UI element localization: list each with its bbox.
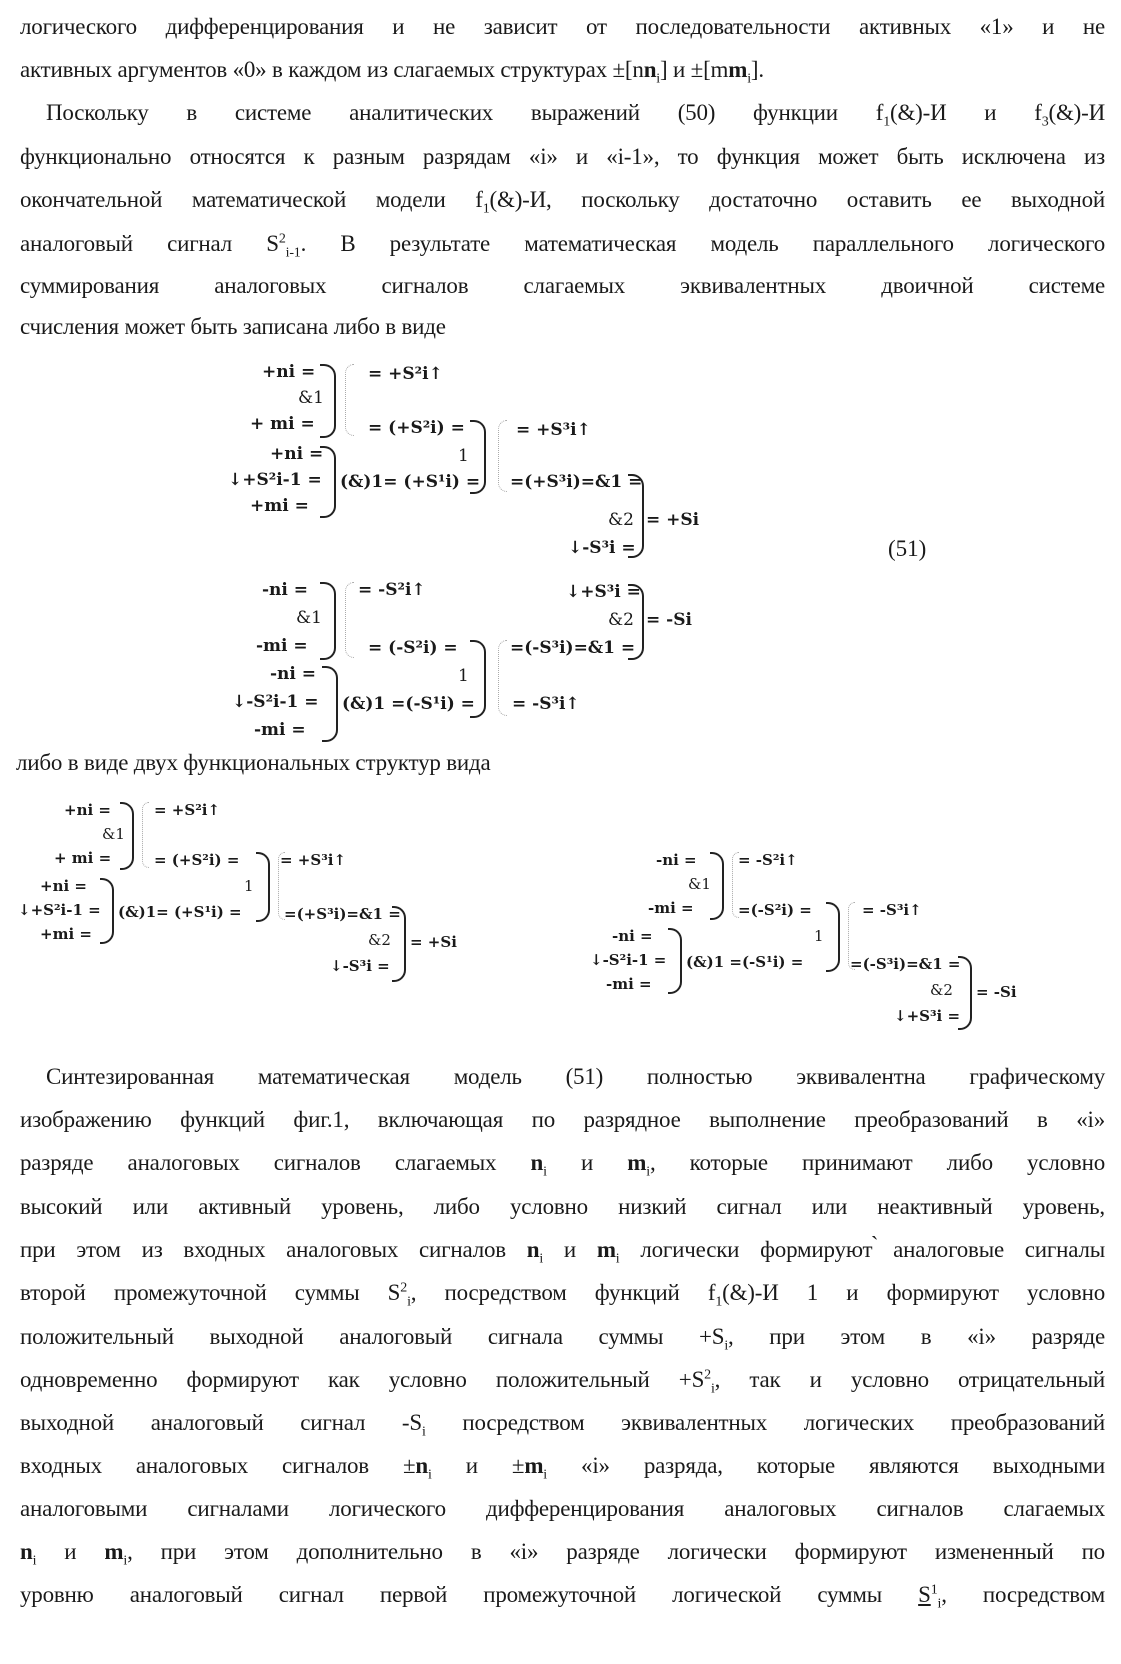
text-line: входных аналоговых сигналов ±ni и ±mi «i» разряда, которые являются выходными [20,1451,1105,1481]
formula-term: &1 [298,388,324,408]
formula-term: = +Si [646,510,699,530]
formula-term: + mi = [54,848,111,868]
text-line: разряде аналоговых сигналов слагаемых ni и mi, которые принимают либо условно [20,1148,1105,1178]
right-brace [100,878,114,944]
right-brace [320,446,336,518]
formula-term: = (-S²i) = [368,638,458,658]
formula-term: &2 [608,610,634,630]
formula-term: =(-S³i)=&1 = [510,638,635,658]
text-line: Поскольку в системе аналитических выражений (50) функции f1(&)-И и f3(&)-И [46,98,1105,128]
formula-term: 1 [244,876,254,896]
formula-term: + mi = [250,414,315,434]
right-brace [470,640,486,718]
formula-term: ↓+S³i = [894,1006,960,1026]
formula-term: -mi = [606,974,652,994]
text-line: положительный выходной аналоговый сигнала суммы +Si, при этом в «i» разряде [20,1322,1105,1352]
formula-term: = -Si [646,610,692,630]
formula-term: +ni = [262,362,315,382]
formula-term: ↓+S²i-1 = [18,900,101,920]
formula-term: = -S²i↑ [358,580,426,600]
text-line: суммирования аналоговых сигналов слагаемых эквивалентных двоичной системе [20,271,1105,301]
formula-term: (&)1= (+S¹i) = [340,472,480,492]
formula-term: =(-S³i)=&1 = [850,954,960,974]
left-brace [142,802,149,868]
right-brace [470,420,486,494]
formula-term: +mi = [40,924,92,944]
text-line: либо в виде двух функциональных структур вида [16,748,1101,778]
text-line: окончательной математической модели f1(&)-И, поскольку достаточно оставить ее выходной [20,185,1105,215]
text-line: высокий или активный уровень, либо условно низкий сигнал или неактивный уровень, [20,1192,1105,1222]
formula-term: -mi = [648,898,694,918]
formula-term: &2 [368,930,391,950]
formula-term: &2 [930,980,953,1000]
right-brace [120,802,134,870]
right-brace [668,928,682,994]
formula-term: &1 [688,874,711,894]
formula-term: +ni = [40,876,87,896]
formula-term: = +S²i↑ [368,364,443,384]
formula-term: -mi = [256,636,308,656]
text-line: Синтезированная математическая модель (51) полностью эквивалентна графическому [46,1062,1105,1092]
formula-term: ↓-S²i-1 = [590,950,666,970]
text-line: второй промежуточной суммы S2i, посредством функций f1(&)-И 1 и формируют условно [20,1278,1105,1308]
formula-term: -ni = [270,664,316,684]
formula-term: = (+S²i) = [368,418,465,438]
formula-term: 1 [458,446,469,466]
right-brace [628,584,644,660]
text-line: активных аргументов «0» в каждом из слагаемых структурах ±[nni] и ±[mmi]. [20,55,1105,85]
formula-term: = -Si [976,982,1017,1002]
formula-term: +ni = [64,800,111,820]
text-line: аналоговыми сигналами логического дифференцирования аналоговых сигналов слагаемых [20,1494,1105,1524]
formula-term: (&)1 =(-S¹i) = [686,952,803,972]
equation-label: (51) [888,536,926,562]
formula-term: (&)1= (+S¹i) = [118,902,242,922]
formula-term: = -S³i↑ [862,900,922,920]
formula-term: +mi = [250,496,309,516]
formula-term: &2 [608,510,634,530]
right-brace [958,956,972,1030]
right-brace [320,582,336,660]
right-brace [710,852,724,920]
text-line: одновременно формируют как условно положительный +S2i, так и условно отрицательный [20,1365,1105,1395]
left-brace [498,420,507,492]
formula-term: = (+S²i) = [154,850,239,870]
document-page [0,0,1121,1664]
formula-term: -ni = [262,580,308,600]
formula-term: ↓-S³i = [330,956,390,976]
formula-term: 1 [814,926,824,946]
text-line: уровню аналоговый сигнал первой промежуточной логической суммы S1i, посредством [20,1580,1105,1610]
text-line: функционально относятся к разным разрядам «i» и «i-1», то функция может быть исключена из [20,142,1105,172]
right-brace [322,666,338,742]
text-line: при этом из входных аналоговых сигналов ni и mi логически формируют ̀аналоговые сигналы [20,1235,1105,1265]
formula-term: -ni = [656,850,697,870]
formula-term: &1 [102,824,125,844]
formula-term: =(-S²i) = [738,900,812,920]
text-line: ni и mi, при этом дополнительно в «i» разряде логически формируют измененный по [20,1537,1105,1567]
formula-term: = +S²i↑ [154,800,220,820]
formula-term: 1 [458,666,469,686]
left-brace [498,640,507,716]
formula-term: ↓+S³i = [566,582,641,602]
formula-term: = -S³i↑ [512,694,580,714]
formula-term: (&)1 =(-S¹i) = [342,694,475,714]
formula-term: = +S³i↑ [516,420,591,440]
right-brace [256,852,270,922]
formula-term: +ni = [270,444,323,464]
formula-term: = +Si [410,932,457,952]
right-brace [826,902,840,972]
formula-term: ↓-S²i-1 = [232,692,319,712]
text-line: аналоговый сигнал S2i-1. В результате математическая модель параллельного логического [20,229,1105,259]
formula-term: ↓-S³i = [568,538,636,558]
symbol-n: n [644,57,657,82]
formula-term: = -S²i↑ [738,850,798,870]
text-line: выходной аналоговый сигнал -Si посредством эквивалентных логических преобразований [20,1408,1105,1438]
text-line: изображению функций фиг.1, включающая по разрядное выполнение преобразований в «i» [20,1105,1105,1135]
formula-term: =(+S³i)=&1 = [510,472,642,492]
left-brace [345,364,354,436]
right-brace [628,474,644,558]
text-line: логического дифференцирования и не зависит от последовательности активных «1» и не [20,12,1105,42]
formula-term: = +S³i↑ [280,850,346,870]
formula-term: =(+S³i)=&1 = [284,904,401,924]
right-brace [392,906,406,982]
formula-term: ↓+S²i-1 = [228,470,322,490]
text-line: счисления может быть записана либо в виде [20,312,1105,342]
formula-term: -ni = [612,926,653,946]
formula-term: &1 [296,608,322,628]
left-brace [345,582,354,658]
formula-term: -mi = [254,720,306,740]
right-brace [320,364,336,438]
